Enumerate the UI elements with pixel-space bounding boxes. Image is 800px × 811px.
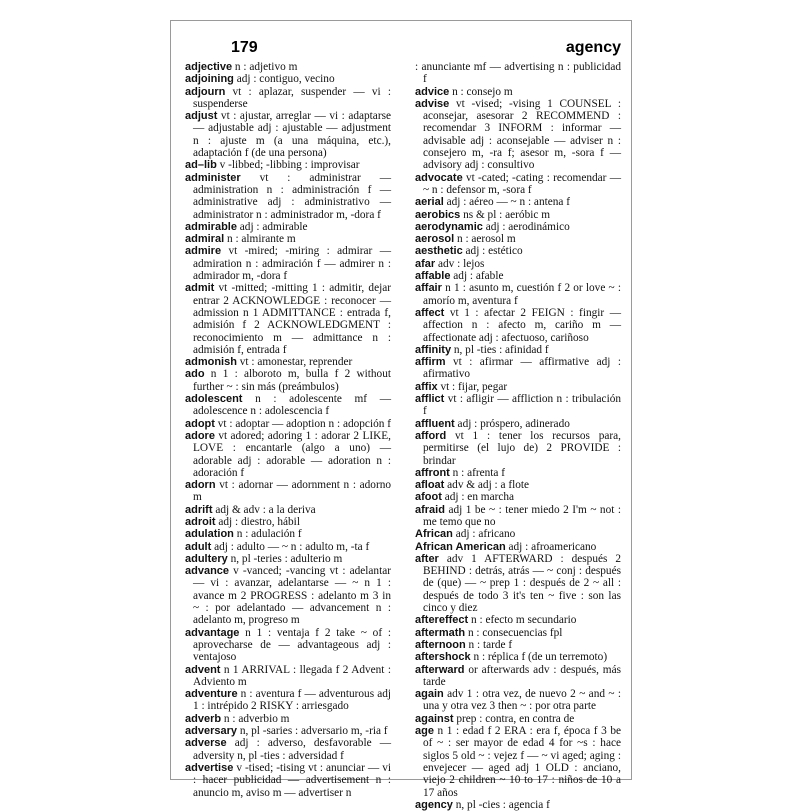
entry-definition: adj : adverso, desfavorable — adversity n, pl -ties : adversidad f (193, 737, 391, 762)
dictionary-entry (415, 479, 621, 491)
entry-headword: afflict (415, 393, 445, 406)
entry-definition: v -tised; -tising vt : anunciar — vi : hacer publicidad — advertisement n : anuncio m, aviso m — advertiser n (193, 761, 391, 799)
entry-headword: again (415, 688, 444, 701)
entry-headword: aftershock (415, 651, 471, 664)
dictionary-entry (185, 688, 391, 713)
entry-definition: adj : aéreo — ~ n : antena f (443, 196, 570, 209)
entry-headword: adventure (185, 688, 238, 701)
entry-definition: n : tarde f (465, 638, 513, 651)
entry-headword: afoot (415, 491, 442, 504)
entry-headword: adore (185, 429, 215, 442)
dictionary-entry (185, 565, 391, 626)
entry-headword: adultery (185, 552, 228, 565)
dictionary-entry (185, 159, 391, 171)
entry-definition: n : adjetivo m (232, 61, 298, 73)
guide-word: agency (565, 39, 621, 56)
entry-definition: vt : administrar — administration n : administración f — administrative adj : administrativo — administrator n : administrador m, -dora f (193, 171, 391, 221)
dictionary-entry (415, 725, 621, 799)
entry-headword: adult (185, 540, 212, 553)
entry-definition: vt adored; adoring 1 : adorar 2 LIKE, LOVE : encantarle (algo a uno) — adorable adj : adorable — adoration n : adoración f (193, 429, 391, 479)
dictionary-entry (415, 307, 621, 344)
dictionary-entry (415, 688, 621, 713)
entry-headword: aftermath (415, 626, 466, 639)
entry-definition: vt : ajustar, arreglar — vi : adaptarse — adjustable adj : ajustable — adjustment n : ajuste m (a una máquina, etc.), adaptación f (de una persona) (193, 110, 391, 160)
dictionary-entry (185, 61, 391, 73)
dictionary-entry (185, 110, 391, 159)
entry-definition: : anunciante mf — advertising n : publicidad f (415, 61, 621, 86)
entry-headword: African American (415, 540, 506, 553)
entry-headword: adulation (185, 528, 234, 541)
entry-headword: agency (415, 798, 453, 811)
dictionary-entry (415, 221, 621, 233)
dictionary-entry (415, 651, 621, 663)
entry-headword: after (415, 552, 439, 565)
dictionary-entry (415, 528, 621, 540)
entry-headword: afloat (415, 479, 445, 492)
entry-definition: n : almirante m (224, 233, 296, 246)
entry-definition: n : aventura f — adventurous adj 1 : intrépido 2 RISKY : arriesgado (193, 688, 391, 713)
dictionary-entry (185, 430, 391, 479)
entry-definition: adj & adv : a la deriva (212, 503, 316, 516)
dictionary-entry (415, 467, 621, 479)
entry-definition: adj : en marcha (441, 491, 515, 504)
entry-headword: adverb (185, 712, 222, 725)
entry-definition: adv : lejos (435, 257, 485, 270)
dictionary-entry (185, 762, 391, 799)
entry-definition: n : réplica f (de un terremoto) (470, 651, 608, 664)
entry-headword: affect (415, 306, 445, 319)
dictionary-entry (185, 504, 391, 516)
entry-definition: adj : próspero, adinerado (454, 417, 570, 430)
entry-definition: adv & adj : a flote (444, 479, 530, 492)
entry-definition: adj : adulto — ~ n : adulto m, -ta f (211, 540, 370, 553)
left-column (185, 61, 391, 799)
entry-headword: adolescent (185, 393, 243, 406)
entry-headword: admonish (185, 356, 237, 369)
dictionary-entry (415, 61, 621, 86)
entry-definition: vt -cated; -cating : recomendar — ~ n : defensor m, -sora f (423, 171, 621, 196)
entry-headword: aerial (415, 196, 444, 209)
dictionary-entry (185, 233, 391, 245)
dictionary-entry (415, 393, 621, 418)
entry-definition: adj : afroamericano (505, 540, 597, 553)
dictionary-entry (185, 664, 391, 689)
entry-definition: n 1 : ventaja f 2 take ~ of : aprovecharse de — advantageous adj : ventajoso (193, 626, 391, 664)
dictionary-entry (185, 627, 391, 664)
entry-definition: vt -mired; -miring : admirar — admiration n : admiración f — admirer n : admirador m, -dora f (193, 245, 391, 283)
entry-headword: adversary (185, 725, 237, 738)
dictionary-entry (415, 504, 621, 529)
entry-definition: adj : admirable (236, 220, 308, 233)
entry-headword: affluent (415, 417, 455, 430)
entry-headword: aesthetic (415, 245, 463, 258)
entry-definition: n 1 ARRIVAL : llegada f 2 Advent : Adviento m (193, 663, 391, 688)
entry-definition: vt : adoptar — adoption n : adopción f (214, 417, 391, 430)
entry-headword: advantage (185, 626, 240, 639)
dictionary-entry (415, 627, 621, 639)
entry-headword: affair (415, 282, 442, 295)
dictionary-entry (185, 516, 391, 528)
entry-definition: n : aerosol m (454, 233, 516, 246)
entry-headword: afternoon (415, 638, 466, 651)
dictionary-entry (415, 614, 621, 626)
entry-headword: advice (415, 85, 450, 98)
entry-headword: adjourn (185, 85, 226, 98)
entry-definition: adj : estético (462, 245, 523, 258)
entry-definition: adj : afable (450, 270, 504, 283)
entry-definition: v -libbed; -libbing : improvisar (216, 159, 360, 172)
entry-definition: adj 1 be ~ : tener miedo 2 I'm ~ not : me temo que no (423, 503, 621, 528)
entry-headword: admiral (185, 233, 225, 246)
entry-headword: affront (415, 466, 450, 479)
dictionary-entry (185, 86, 391, 111)
entry-definition: vt -mitted; -mitting 1 : admitir, dejar entrar 2 ACKNOWLEDGE : reconocer — admission n 1 ADMITTANCE : entrada f, admisión f 2 ACKNOWLEDGMENT : reconocimiento m — admittance n : admisión f, entrada f (193, 282, 391, 356)
dictionary-entry (185, 737, 391, 762)
right-column (415, 61, 621, 811)
dictionary-entry (185, 393, 391, 418)
dictionary-entry (415, 430, 621, 467)
entry-headword: afford (415, 429, 447, 442)
entry-headword: admirable (185, 220, 237, 233)
entry-headword: adroit (185, 515, 216, 528)
entry-definition: n : adolescente mf — adolescence n : adolescencia f (193, 393, 391, 418)
entry-definition: n : afrenta f (449, 466, 506, 479)
dictionary-entry (185, 172, 391, 221)
entry-headword: adjust (185, 110, 218, 123)
entry-headword: advent (185, 663, 221, 676)
dictionary-entry (415, 172, 621, 197)
dictionary-entry (415, 541, 621, 553)
entry-headword: adopt (185, 417, 215, 430)
entry-headword: admire (185, 245, 222, 258)
dictionary-entry (185, 528, 391, 540)
entry-definition: vt : afirmar — affirmative adj : afirmativo (423, 356, 621, 381)
dictionary-entry (185, 479, 391, 504)
entry-definition: vt : aplazar, suspender — vi : suspenderse (193, 85, 391, 110)
dictionary-entry (185, 725, 391, 737)
entry-definition: vt 1 : afectar 2 FEIGN : fingir — affection n : afecto m, cariño m — affectionate adj : afectuoso, cariñoso (423, 306, 621, 344)
dictionary-entry (185, 418, 391, 430)
entry-headword: afraid (415, 503, 445, 516)
entry-headword: advocate (415, 171, 463, 184)
entry-headword: affix (415, 380, 438, 393)
dictionary-entry (415, 344, 621, 356)
dictionary-entry (415, 799, 621, 811)
dictionary-entry (415, 418, 621, 430)
entry-headword: aerodynamic (415, 220, 483, 233)
dictionary-entry (185, 713, 391, 725)
entry-headword: administer (185, 171, 241, 184)
entry-headword: advertise (185, 761, 234, 774)
entry-headword: advance (185, 565, 230, 578)
dictionary-entry (415, 233, 621, 245)
entry-definition: vt : afligir — affliction n : tribulación f (423, 393, 621, 418)
entry-headword: aerosol (415, 233, 455, 246)
dictionary-entry (415, 86, 621, 98)
dictionary-entry (415, 553, 621, 614)
dictionary-entry (185, 368, 391, 393)
entry-definition: n : consecuencias fpl (465, 626, 563, 639)
entry-headword: afterward (415, 663, 465, 676)
dictionary-entry (185, 73, 391, 85)
dictionary-entry (185, 541, 391, 553)
entry-definition: or afterwards adv : después, más tarde (423, 663, 621, 688)
dictionary-entry (185, 356, 391, 368)
entry-headword: adrift (185, 503, 213, 516)
dictionary-entry (415, 270, 621, 282)
entry-definition: adj : aerodinámico (482, 220, 570, 233)
dictionary-entry (185, 282, 391, 356)
entry-headword: adjective (185, 61, 233, 73)
dictionary-entry (415, 381, 621, 393)
dictionary-entry (415, 356, 621, 381)
entry-headword: ado (185, 368, 205, 381)
entry-definition: vt : amonestar, reprender (236, 356, 353, 369)
entry-definition: n, pl -cies : agencia f (452, 798, 550, 811)
entry-headword: affinity (415, 343, 452, 356)
dictionary-entry (415, 196, 621, 208)
entry-headword: afar (415, 257, 436, 270)
entry-definition: vt : adornar — adornment n : adorno m (193, 479, 391, 504)
entry-definition: n : efecto m secundario (468, 614, 577, 627)
entry-headword: against (415, 712, 454, 725)
entry-definition: adv 1 : otra vez, de nuevo 2 ~ and ~ : una y otra vez 3 then ~ : por otra parte (423, 688, 621, 713)
entry-definition: n, pl -teries : adulterio m (227, 552, 343, 565)
entry-headword: age (415, 725, 434, 738)
entry-definition: adj : diestro, hábil (215, 515, 300, 528)
dictionary-entry (185, 221, 391, 233)
entry-definition: n, pl -ties : afinidad f (451, 343, 549, 356)
entry-headword: aftereffect (415, 614, 469, 627)
dictionary-entry (415, 245, 621, 257)
entry-headword: adjoining (185, 73, 234, 86)
entry-definition: adj : contiguo, vecino (233, 73, 335, 86)
entry-headword: affable (415, 270, 451, 283)
entry-headword: adverse (185, 737, 227, 750)
entry-definition: ns & pl : aeróbic m (460, 208, 550, 221)
entry-headword: ad–lib (185, 159, 217, 172)
dictionary-entry (415, 258, 621, 270)
entry-definition: vt : fijar, pegar (437, 380, 508, 393)
entry-definition: n : adverbio m (221, 712, 290, 725)
entry-definition: n 1 : asunto m, cuestión f 2 or love ~ : amorío m, aventura f (423, 282, 621, 307)
dictionary-entry (415, 209, 621, 221)
entry-headword: advise (415, 97, 450, 110)
entry-headword: affirm (415, 356, 446, 369)
dictionary-entry (185, 245, 391, 282)
entry-headword: aerobics (415, 208, 461, 221)
entry-definition: n 1 : alboroto m, bulla f 2 without further ~ : sin más (preámbulos) (193, 368, 391, 393)
dictionary-entry (185, 553, 391, 565)
entry-definition: n : adulación f (233, 528, 302, 541)
entry-definition: adv 1 AFTERWARD : después 2 BEHIND : detrás, atrás — ~ conj : después de (que) — ~ prep 1 : después de 2 ~ all : después de todo 3 it's ten ~ five : son las cinco y diez (423, 552, 621, 615)
dictionary-entry (415, 98, 621, 172)
dictionary-page (170, 20, 632, 811)
page-number: 179 (231, 39, 258, 56)
dictionary-entry (415, 639, 621, 651)
entry-headword: admit (185, 282, 215, 295)
entry-definition: n : consejo m (449, 85, 513, 98)
entry-headword: adorn (185, 479, 216, 492)
entry-definition: prep : contra, en contra de (453, 712, 575, 725)
dictionary-entry (415, 713, 621, 725)
entry-headword: African (415, 528, 453, 541)
entry-definition: vt 1 : tener los recursos para, permitirse (el lujo de) 2 PROVIDE : brindar (423, 429, 621, 467)
dictionary-entry (415, 664, 621, 689)
dictionary-entry (415, 491, 621, 503)
entry-definition: adj : africano (452, 528, 516, 541)
dictionary-entry (415, 282, 621, 307)
entry-definition: vt -vised; -vising 1 COUNSEL : aconsejar, asesorar 2 RECOMMEND : recomendar 3 INFORM : informar — advisable adj : aconsejable — adviser n : consejero m, -ra f; asesor m, -sora f — advisory adj : consultivo (423, 97, 621, 172)
entry-definition: n, pl -saries : adversario m, -ria f (237, 725, 388, 738)
entry-definition: v -vanced; -vancing vt : adelantar — vi : avanzar, adelantarse — ~ n 1 : avance m 2 PROGRESS : adelanto m 3 in ~ : por adelantado — advancement n : adelanto m, progreso m (193, 565, 391, 627)
entry-definition: n 1 : edad f 2 ERA : era f, época f 3 be of ~ : ser mayor de edad 4 for ~s : hace siglos 5 old ~ : vejez f — ~ vi aged; aging : envejecer — aged adj 1 OLD : anciano, viejo 2 children ~ 10 to 17 : niños de 10 a 17 años (423, 725, 621, 799)
